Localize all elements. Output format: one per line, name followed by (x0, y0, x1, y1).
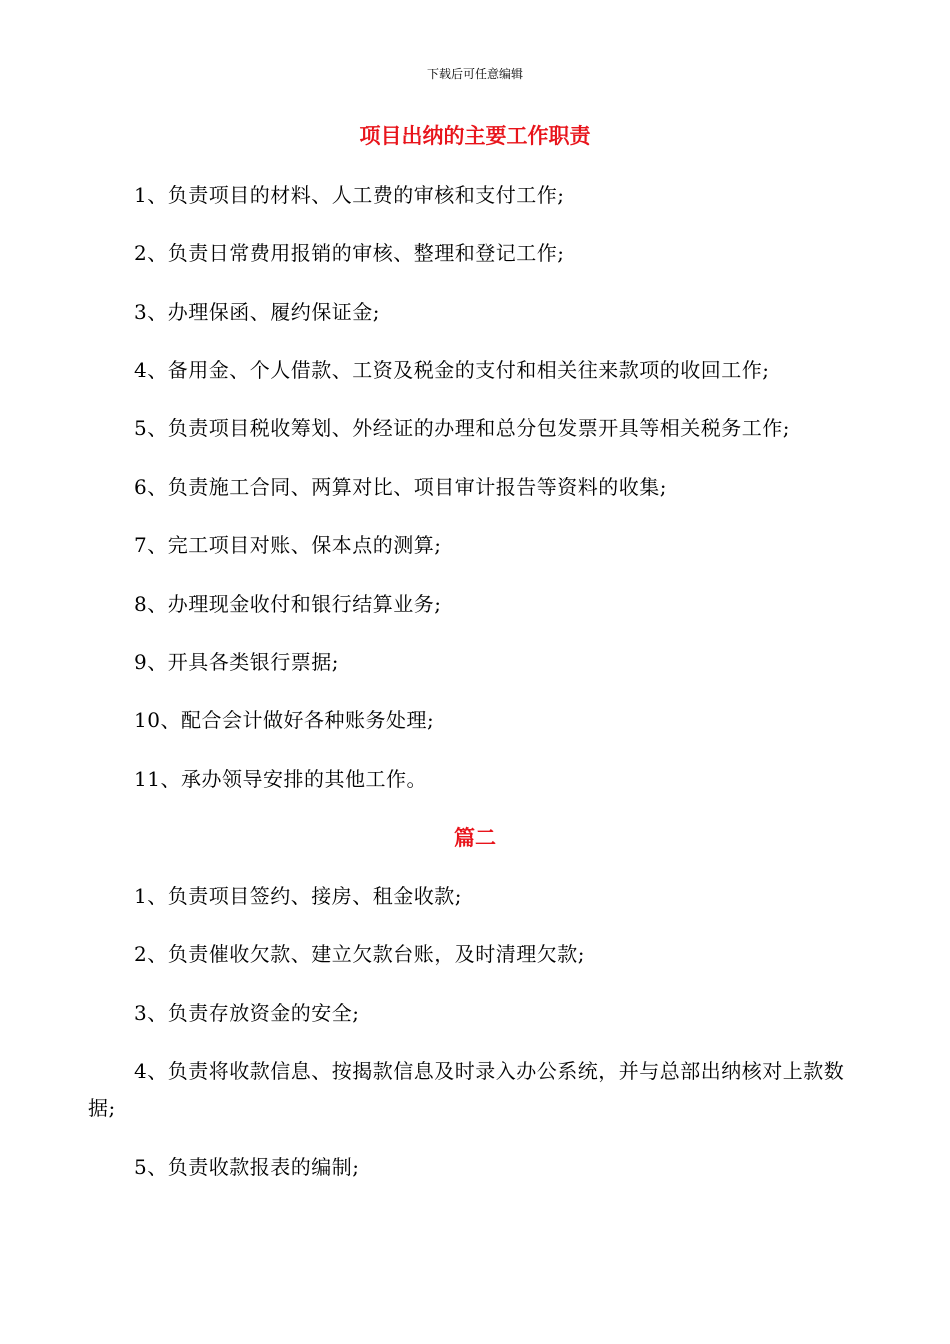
section-1-item-5: 5、负责项目税收筹划、外经证的办理和总分包发票开具等相关税务工作; (134, 416, 790, 440)
section-1-item-3: 3、办理保函、履约保证金; (134, 300, 380, 324)
section-1-item-10: 10、配合会计做好各种账务处理; (134, 708, 435, 732)
section-2-item-3: 3、负责存放资金的安全; (134, 1001, 360, 1025)
section-2-item-5: 5、负责收款报表的编制; (134, 1155, 360, 1179)
section-1-title: 项目出纳的主要工作职责 (359, 123, 591, 148)
section-1-item-11: 11、承办领导安排的其他工作。 (134, 767, 427, 791)
section-2-item-1: 1、负责项目签约、接房、租金收款; (134, 884, 462, 908)
section-1-item-9: 9、开具各类银行票据; (134, 650, 339, 674)
section-2-item-2: 2、负责催收欠款、建立欠款台账，及时清理欠款; (134, 942, 585, 966)
section-1-item-1: 1、负责项目的材料、人工费的审核和支付工作; (134, 183, 565, 207)
section-1-item-8: 8、办理现金收付和银行结算业务; (134, 592, 442, 616)
section-2-title: 篇二 (454, 825, 496, 850)
section-1-item-2: 2、负责日常费用报销的审核、整理和登记工作; (134, 241, 565, 265)
section-1-item-6: 6、负责施工合同、两算对比、项目审计报告等资料的收集; (134, 475, 667, 499)
section-1-item-7: 7、完工项目对账、保本点的测算; (134, 533, 442, 557)
section-1-item-4: 4、备用金、个人借款、工资及税金的支付和相关往来款项的收回工作; (134, 358, 770, 382)
section-2-item-4: 4、负责将收款信息、按揭款信息及时录入办公系统，并与总部出纳核对上款数据; (88, 1059, 845, 1120)
page-header: 下载后可任意编辑 (426, 67, 523, 81)
